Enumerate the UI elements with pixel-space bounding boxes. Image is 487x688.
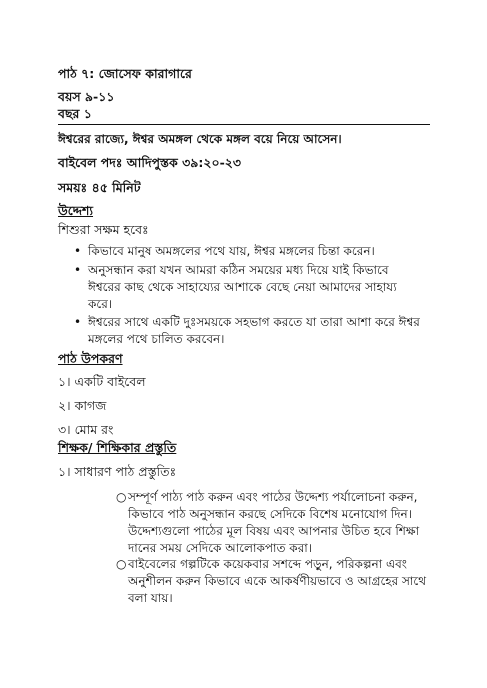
preparation-line: বাইবেলের গল্পটিকে কয়েকবার সশব্দে পড়ুন, পরিকল্পনা এবং (128, 557, 407, 571)
objective-item (88, 314, 420, 348)
preparation-line: দানের সময় সেদিকে আলোকপাত করা। (128, 541, 313, 555)
bullet-icon: • (74, 315, 82, 329)
preparation-item (128, 556, 426, 607)
preparation-intro: ১। সাধারণ পাঠ প্রস্তুতিঃ (58, 464, 177, 479)
preparation-line: বলা যায়। (128, 591, 173, 605)
circle-bullet-icon: ○ (116, 557, 127, 571)
lesson-title: পাঠ ৭: জোসেফ কারাগারে (58, 66, 192, 81)
objectives-intro: শিশুরা সক্ষম হবেঃ (58, 222, 149, 237)
objective-line: করে। (88, 297, 113, 311)
circle-bullet-icon: ○ (116, 490, 127, 504)
objectives-heading: উদ্দেশ্য (58, 203, 94, 218)
objective-line: মঙ্গলের পথে চালিত করবেন। (88, 332, 225, 346)
objective-item (88, 243, 375, 260)
objective-line: ঈশ্বরের সাথে একটি দুঃসময়কে সহভাগ করতে যা তারা আশা করে ঈশ্বর (88, 315, 420, 329)
objective-line: অনুসন্ধান করা যখন আমরা কঠিন সময়ের মধ্য দিয়ে যাই কিভাবে (88, 263, 389, 277)
bible-reference: বাইবেল পদঃ আদিপুস্তক ৩৯:২০-২৩ (58, 155, 242, 170)
material-item: ৩। মোম রং (58, 422, 114, 437)
preparation-line: অনুশীলন করুন কিভাবে একে আকর্ষণীয়ভাবে ও আগ্রহের সাথে (128, 574, 426, 588)
section-divider (58, 124, 430, 125)
material-item: ২। কাগজ (58, 398, 107, 413)
bullet-icon: • (74, 263, 82, 277)
objective-line: ঈশ্বরের কাছ থেকে সাহায্যের আশাকে বেছে নেয়া আমাদের সাহায্য (88, 280, 397, 294)
preparation-item (128, 489, 419, 557)
age-range: বয়স ৯-১১ (58, 89, 115, 104)
lesson-theme: ঈশ্বরের রাজ্যে, ঈশ্বর অমঙ্গল থেকে মঙ্গল বয়ে নিয়ে আসেন। (58, 132, 342, 146)
preparation-line: উদ্দেশ্যগুলো পাঠের মূল বিষয় এবং আপনার উচিত হবে শিক্ষা (128, 524, 420, 538)
duration: সময়ঃ ৪৫ মিনিট (58, 180, 141, 195)
year-label: বছর ১ (58, 106, 92, 121)
objective-line: কিভাবে মানুষ অমঙ্গলের পথে যায়, ঈশ্বর মঙ্গলের চিন্তা করেন। (88, 244, 375, 258)
preparation-line: কিভাবে পাঠ অনুসন্ধান করছে সেদিকে বিশেষ মনোযোগ দিন। (128, 507, 413, 521)
objective-item (88, 262, 397, 313)
materials-heading: পাঠ উপকরণ (58, 351, 123, 366)
bullet-icon: • (74, 244, 82, 258)
preparation-heading: শিক্ষক/ শিক্ষিকার প্রস্তুতি (58, 440, 177, 455)
preparation-line: সম্পূর্ণ পাঠ্য পাঠ করুন এবং পাঠের উদ্দেশ্য পর্যালোচনা করুন, (128, 490, 418, 504)
material-item: ১। একটি বাইবেল (58, 374, 146, 389)
